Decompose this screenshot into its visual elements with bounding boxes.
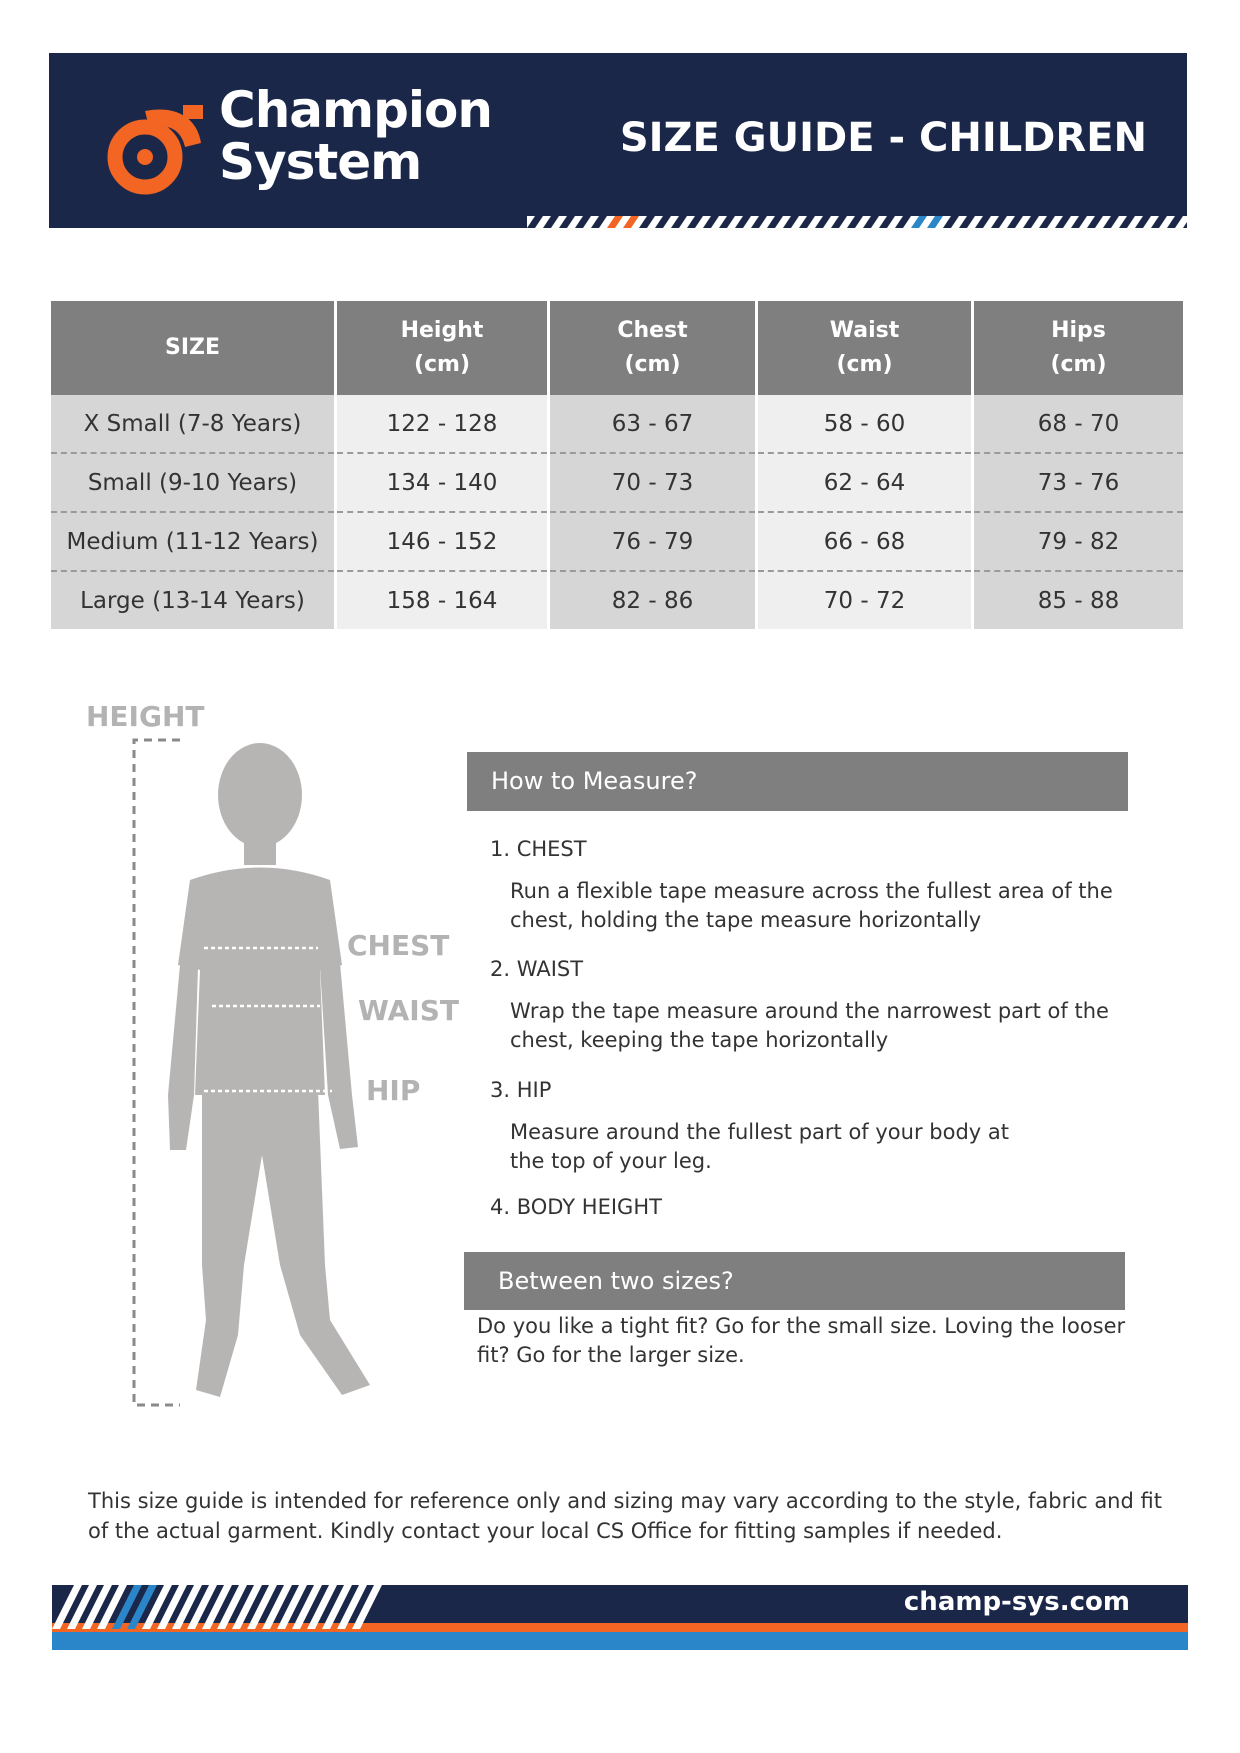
cell-hips: 68 - 70 bbox=[973, 395, 1184, 453]
brand-name bbox=[219, 81, 493, 191]
measure-item-body-height: 4. BODY HEIGHT bbox=[490, 1195, 662, 1219]
cell-hips: 73 - 76 bbox=[973, 453, 1184, 512]
cell-chest: 76 - 79 bbox=[549, 512, 757, 571]
how-to-measure-bar bbox=[467, 752, 1128, 811]
cell-height: 158 - 164 bbox=[336, 571, 549, 629]
column-header-height: Height (cm) bbox=[336, 301, 549, 395]
footer-stripes-decoration bbox=[52, 1585, 382, 1629]
column-header-chest: Chest (cm) bbox=[549, 301, 757, 395]
cell-height: 146 - 152 bbox=[336, 512, 549, 571]
cell-height: 134 - 140 bbox=[336, 453, 549, 512]
website-link[interactable]: champ-sys.com bbox=[903, 1587, 1130, 1617]
champion-system-logo-icon bbox=[105, 95, 205, 195]
height-label: HEIGHT bbox=[86, 700, 205, 733]
footer-blue-band bbox=[52, 1632, 1188, 1650]
cell-chest: 82 - 86 bbox=[549, 571, 757, 629]
cell-size: Small (9-10 Years) bbox=[51, 453, 336, 512]
table-row bbox=[51, 571, 1183, 629]
column-header-hips: Hips (cm) bbox=[973, 301, 1184, 395]
cell-chest: 63 - 67 bbox=[549, 395, 757, 453]
how-to-measure-title: How to Measure? bbox=[491, 767, 698, 795]
hip-label: HIP bbox=[366, 1074, 421, 1107]
brand-line-1: Champion bbox=[219, 81, 493, 139]
cell-height: 122 - 128 bbox=[336, 395, 549, 453]
header-banner bbox=[49, 53, 1187, 228]
waist-label: WAIST bbox=[358, 994, 459, 1027]
table-row bbox=[51, 453, 1183, 512]
cell-waist: 70 - 72 bbox=[757, 571, 973, 629]
cell-size: Medium (11-12 Years) bbox=[51, 512, 336, 571]
column-header-size: SIZE bbox=[51, 301, 336, 395]
brand-line-2: System bbox=[219, 133, 422, 191]
chest-label: CHEST bbox=[347, 929, 450, 962]
measure-desc-hip: Measure around the fullest part of your body at the top of your leg. bbox=[510, 1120, 1009, 1173]
measure-item-chest: 1. CHEST bbox=[490, 837, 587, 861]
between-sizes-title: Between two sizes? bbox=[498, 1267, 734, 1295]
cell-waist: 62 - 64 bbox=[757, 453, 973, 512]
measure-item-hip: 3. HIP bbox=[490, 1078, 552, 1102]
measure-desc-chest: Run a flexible tape measure across the fullest area of the chest, holding the tape measure horizontally bbox=[510, 879, 1113, 932]
cell-hips: 79 - 82 bbox=[973, 512, 1184, 571]
cell-size: Large (13-14 Years) bbox=[51, 571, 336, 629]
measure-item-waist: 2. WAIST bbox=[490, 957, 584, 981]
cell-chest: 70 - 73 bbox=[549, 453, 757, 512]
cell-waist: 58 - 60 bbox=[757, 395, 973, 453]
between-sizes-text: Do you like a tight fit? Go for the small size. Loving the looser fit? Go for the larger size. bbox=[477, 1314, 1126, 1367]
cell-hips: 85 - 88 bbox=[973, 571, 1184, 629]
between-sizes-bar bbox=[464, 1252, 1125, 1310]
cell-waist: 66 - 68 bbox=[757, 512, 973, 571]
measure-desc-waist: Wrap the tape measure around the narrowest part of the chest, keeping the tape horizontally bbox=[510, 999, 1109, 1052]
footer-banner bbox=[52, 1585, 1188, 1658]
cell-size: X Small (7-8 Years) bbox=[51, 395, 336, 453]
table-header-row bbox=[51, 301, 1183, 395]
table-row bbox=[51, 512, 1183, 571]
column-header-waist: Waist (cm) bbox=[757, 301, 973, 395]
table-row bbox=[51, 395, 1183, 453]
child-silhouette-figure bbox=[120, 735, 380, 1415]
header-stripes-decoration bbox=[527, 216, 1187, 228]
size-table bbox=[51, 301, 1183, 629]
disclaimer-text: This size guide is intended for reference only and sizing may vary according to the style, fabric and fit of the actual garment. Kindly contact your local CS Office for fitting samples if needed. bbox=[88, 1489, 1162, 1543]
page-title: SIZE GUIDE - CHILDREN bbox=[619, 115, 1147, 161]
